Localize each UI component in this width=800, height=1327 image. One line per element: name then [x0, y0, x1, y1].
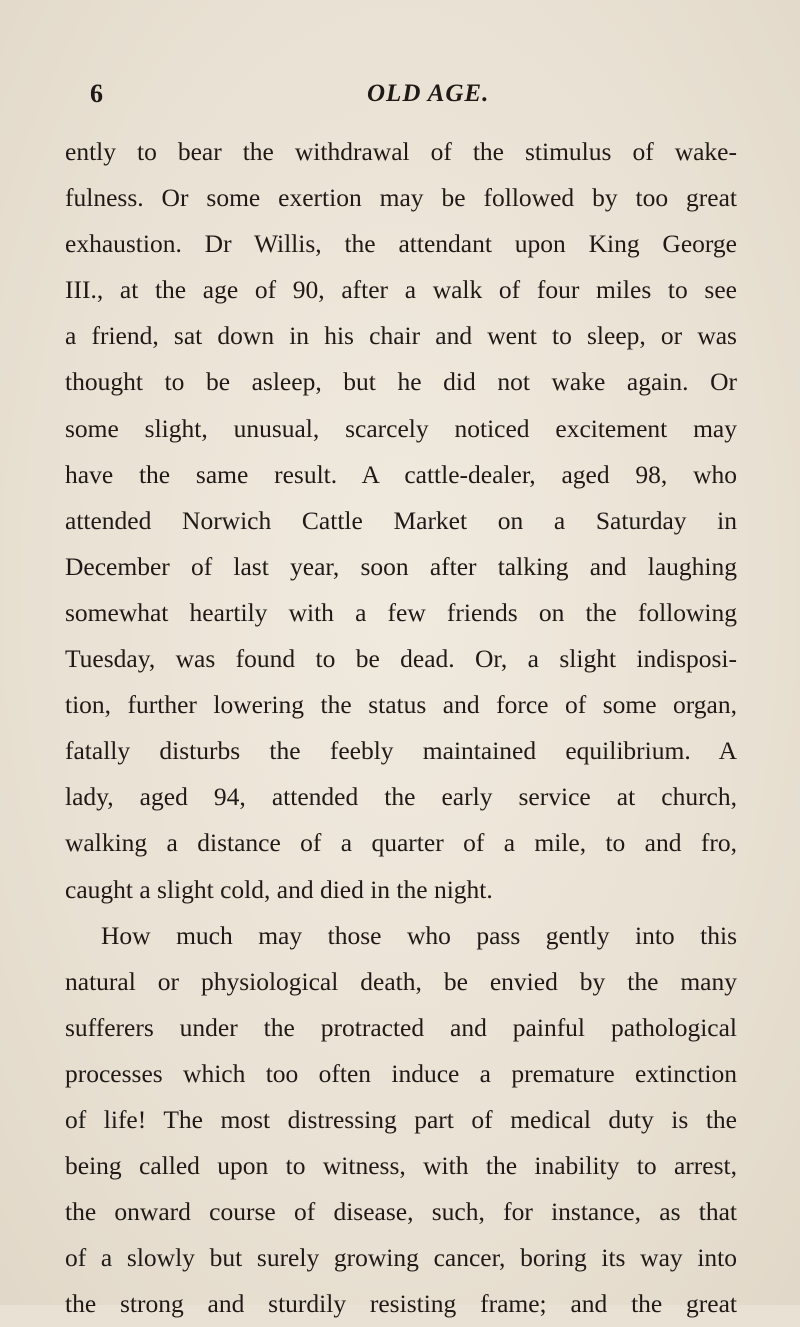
- text-line: Tuesday, was found to be dead. Or, a slight indisposi-: [65, 644, 737, 674]
- text-line: being called upon to witness, with the inability to arrest,: [65, 1151, 737, 1181]
- text-line: sufferers under the protracted and painful pathological: [65, 1012, 737, 1042]
- text-line: somewhat heartily with a few friends on the following: [65, 597, 737, 627]
- text-line: some slight, unusual, scarcely noticed excitement may: [65, 413, 737, 443]
- text-line: thought to be asleep, but he did not wake again. Or: [65, 367, 737, 397]
- text-line: attended Norwich Cattle Market on a Saturday in: [65, 505, 737, 535]
- text-line: tion, further lowering the status and force of some organ,: [65, 690, 737, 720]
- text-line: processes which too often induce a premature extinction: [65, 1058, 737, 1088]
- text-line: ently to bear the withdrawal of the stimulus of wake-: [65, 137, 737, 166]
- page-number: 6: [90, 79, 103, 108]
- running-head: [0, 79, 800, 119]
- text-line: fatally disturbs the feebly maintained equilibrium. A: [65, 736, 737, 766]
- text-line: December of last year, soon after talking and laughing: [65, 551, 737, 581]
- text-line: of life! The most distressing part of medical duty is the: [65, 1104, 737, 1134]
- text-line: III., at the age of 90, after a walk of four miles to see: [65, 275, 737, 305]
- text-line: have the same result. A cattle-dealer, aged 98, who: [65, 459, 737, 489]
- text-line: of a slowly but surely growing cancer, boring its way into: [65, 1243, 737, 1273]
- paragraph-end-line: caught a slight cold, and died in the night.: [65, 874, 493, 904]
- paragraph-start-line: How much may those who pass gently into this: [101, 920, 737, 950]
- text-line: natural or physiological death, be envied by the many: [65, 966, 737, 996]
- text-line: a friend, sat down in his chair and went to sleep, or was: [65, 321, 737, 351]
- text-line: the onward course of disease, such, for instance, as that: [65, 1197, 737, 1227]
- text-line: fulness. Or some exertion may be followed by too great: [65, 183, 737, 213]
- text-line: exhaustion. Dr Willis, the attendant upon King George: [65, 229, 737, 259]
- text-line: lady, aged 94, attended the early service at church,: [65, 782, 737, 812]
- running-title: OLD AGE.: [367, 80, 490, 107]
- text-line: walking a distance of a quarter of a mile, to and fro,: [65, 828, 737, 858]
- body-text: [65, 129, 737, 1327]
- text-line: the strong and sturdily resisting frame; and the great: [65, 1289, 737, 1319]
